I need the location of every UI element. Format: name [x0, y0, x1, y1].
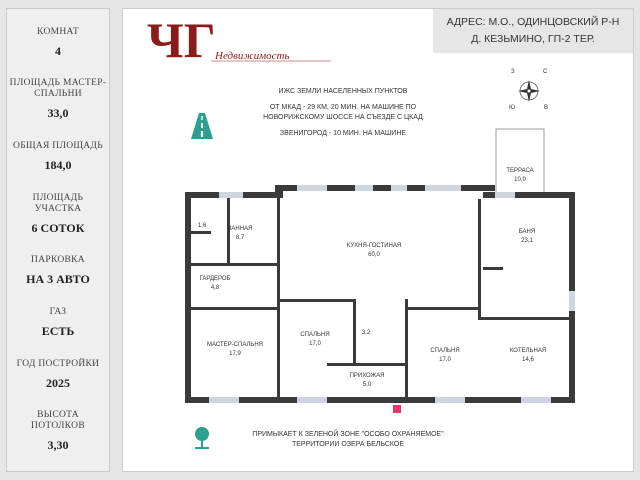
- stat-build-year: [9, 359, 107, 391]
- room-area: 4,8: [210, 285, 220, 291]
- compass-label-n: С: [543, 69, 548, 75]
- compass-label-s: Ю: [509, 105, 516, 111]
- room-master-bedroom: [197, 341, 273, 359]
- stat-value: НА 3 АВТО: [26, 272, 90, 287]
- room-area: 3,2: [361, 330, 371, 336]
- stat-master-bedroom-area: [9, 78, 107, 121]
- room-name: ПРИХОЖАЯ: [349, 373, 385, 379]
- stat-parking: [9, 255, 107, 287]
- stat-label: ПЛОЩАДЬ МАСТЕР-СПАЛЬНИ: [9, 78, 107, 100]
- stat-value: 4: [55, 43, 61, 58]
- stat-label: КОМНАТ: [37, 26, 79, 37]
- room-sauna: [507, 228, 547, 246]
- room-boiler: [503, 347, 553, 365]
- stat-label: ГАЗ: [49, 306, 67, 317]
- room-name: СПАЛЬНЯ: [430, 348, 460, 354]
- room-bedroom-1: [293, 331, 337, 349]
- room-wardrobe: [193, 275, 237, 293]
- stat-value: 184,0: [44, 158, 72, 173]
- room-name: ТЕРРАСА: [506, 168, 534, 174]
- stat-total-area: [9, 141, 107, 173]
- windows: [209, 185, 575, 403]
- route-text: ОТ МКАД - 29 КМ, 20 МИН. НА МАШИНЕ ПО НОВОРИЖСКОМУ ШОССЕ НА СЪЕЗДЕ С ЦКАД: [263, 104, 423, 121]
- room-bathroom: [223, 225, 257, 243]
- room-area: 60,0: [368, 252, 380, 258]
- room-hallway: [343, 372, 391, 390]
- stat-label: ПАРКОВКА: [31, 255, 85, 266]
- room-bedroom-2: [423, 347, 467, 365]
- room-area: 14,6: [522, 357, 534, 363]
- room-name: КУХНЯ-ГОСТИНАЯ: [346, 243, 402, 249]
- room-name: ГАРДЕРОБ: [199, 276, 231, 282]
- stat-value: 3,30: [47, 438, 69, 453]
- stat-value: 6 СОТОК: [31, 220, 85, 235]
- land-type-text: ИЖС ЗЕМЛИ НАСЕЛЕННЫХ ПУНКТОВ: [278, 88, 408, 95]
- room-area: 8,7: [235, 235, 245, 241]
- entrance-marker: [393, 405, 401, 413]
- stat-label: ОБЩАЯ ПЛОЩАДЬ: [13, 141, 103, 152]
- stat-label: ВЫСОТА ПОТОЛКОВ: [31, 410, 85, 432]
- floor-plan-panel: [122, 8, 634, 472]
- room-terrace: [500, 167, 540, 185]
- stat-value: 2025: [46, 375, 70, 390]
- stat-label: ПЛОЩАДЬ УЧАСТКА: [32, 192, 84, 214]
- room-area: 17,9: [229, 351, 241, 357]
- town-distance-text: ЗВЕНИГОРОД - 10 МИН. НА МАШИНЕ: [279, 130, 407, 137]
- room-closet: [357, 329, 375, 338]
- floor-plan-drawing: [123, 9, 635, 473]
- stat-value: ЕСТЬ: [41, 323, 75, 338]
- stat-plot-area: [9, 193, 107, 236]
- stat-rooms: [9, 27, 107, 59]
- room-area: 5,0: [362, 382, 372, 388]
- address-line-1: АДРЕС: М.О., ОДИНЦОВСКИЙ Р-Н: [446, 16, 620, 28]
- green-zone-note: [233, 430, 463, 450]
- room-toilet: [195, 222, 209, 231]
- stat-ceiling-height: [9, 410, 107, 453]
- room-name: ВАННАЯ: [227, 226, 253, 232]
- room-kitchen-living: [339, 242, 409, 260]
- stat-gas: [9, 307, 107, 339]
- compass-label-e: В: [544, 105, 549, 111]
- stat-label: ГОД ПОСТРОЙКИ: [16, 358, 100, 369]
- stat-value: 33,0: [47, 106, 69, 121]
- logo-script: Недвижимость: [215, 50, 290, 62]
- exterior-walls: [185, 185, 575, 403]
- room-area: 10,0: [514, 177, 526, 183]
- logo-letters: ЧГ: [147, 15, 216, 65]
- green-zone-line-2: ТЕРРИТОРИИ ОЗЕРА БЕЛЬСКОЕ: [291, 441, 405, 448]
- green-zone-line-1: ПРИМЫКАЕТ К ЗЕЛЕНОЙ ЗОНЕ "ОСОБО ОХРАНЯЕМОЕ": [252, 431, 444, 438]
- room-area: 17,0: [439, 357, 451, 363]
- room-name: МАСТЕР-СПАЛЬНЯ: [207, 342, 263, 348]
- room-area: 1,6: [197, 223, 207, 229]
- compass-label-w: З: [511, 69, 515, 75]
- room-name: КОТЕЛЬНАЯ: [509, 348, 547, 354]
- tree-icon: [193, 426, 211, 450]
- room-name: СПАЛЬНЯ: [300, 332, 330, 338]
- property-stats-sidebar: [6, 8, 110, 472]
- room-name: БАНЯ: [518, 229, 536, 235]
- room-area: 17,0: [309, 341, 321, 347]
- address-line-2: Д. КЕЗЬМИНО, ГП-2 ТЕР.: [471, 33, 595, 45]
- room-area: 23,1: [521, 238, 533, 244]
